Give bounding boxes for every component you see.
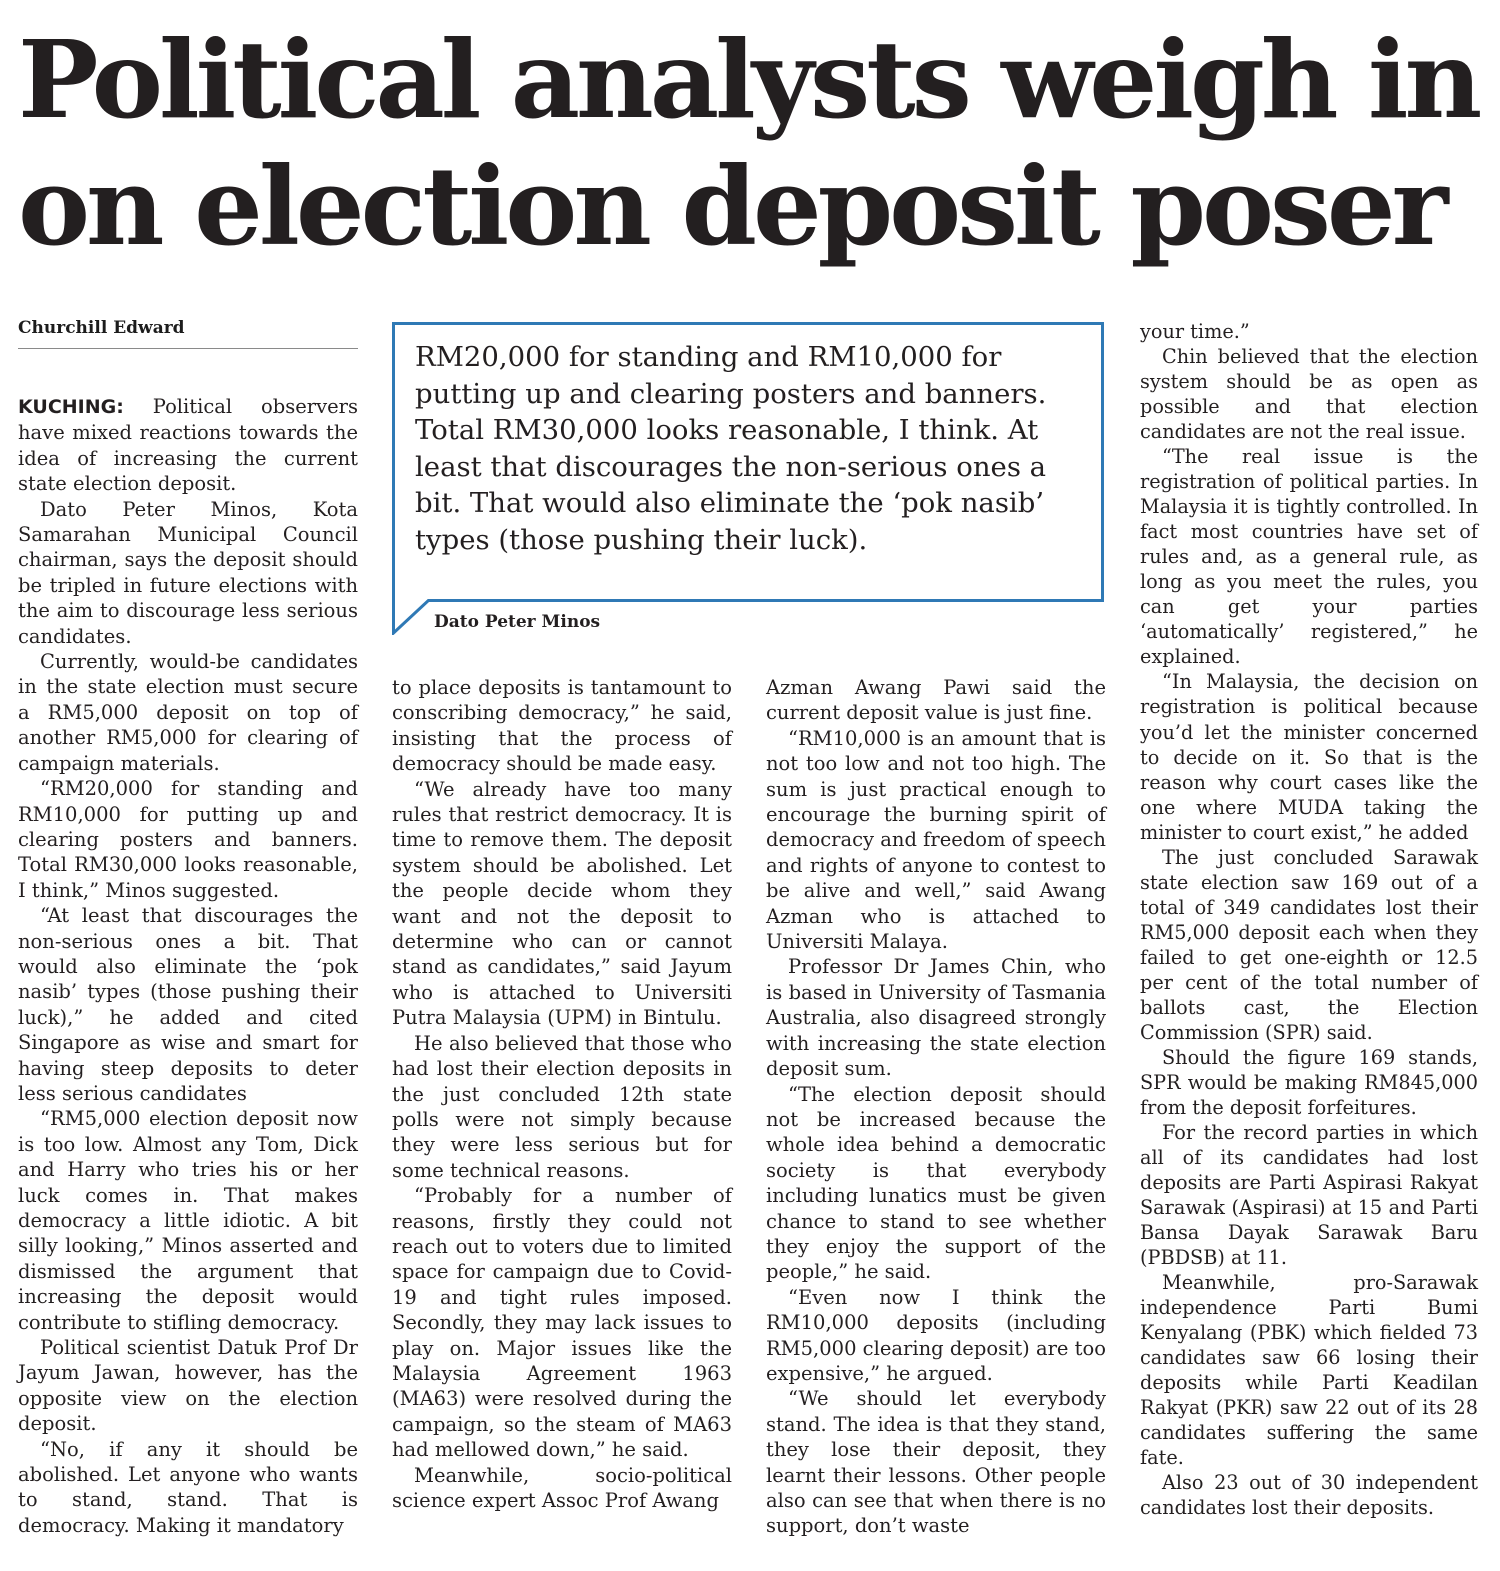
article-paragraph: “We already have too many rules that restrict democracy. It is time to remove them. The deposit system should be abolished. Let the people decide whom they want and not the deposit to determine who can or cannot stand as candidates,” said Jayum who is attached to Universiti Putra Malaysia (UPM) in Bintulu.	[392, 777, 732, 1030]
article-paragraph: Political scientist Datuk Prof Dr Jayum Jawan, however, has the opposite view on the election deposit.	[18, 1336, 358, 1436]
article-paragraph: He also believed that those who had lost their election deposits in the just concluded 12th state polls were not simply because they were less serious but for some technical reasons.	[392, 1031, 732, 1182]
article-paragraph: “No, if any it should be abolished. Let anyone who wants to stand, stand. That is democracy. Making it mandatory	[18, 1437, 358, 1537]
article-column-1	[18, 394, 358, 1538]
article-paragraph: “RM5,000 election deposit now is too low. Almost any Tom, Dick and Harry who tries his or her luck comes in. That makes democracy a little idiotic. A bit silly looking,” Minos asserted and dismissed the argument that increasing the deposit would contribute to stifling democracy.	[18, 1107, 358, 1334]
byline: Churchill Edward	[18, 318, 358, 349]
article-paragraph: Azman Awang Pawi said the current deposit value is just fine.	[766, 676, 1106, 725]
article-paragraph: “In Malaysia, the decision on registration is political because you’d let the minister concerned to decide on it. So that is the reason why court cases like the one where MUDA taking the minister to court exist,” he added	[1140, 670, 1478, 844]
article-paragraph: Dato Peter Minos, Kota Samarahan Municipal Council chairman, says the deposit should be tripled in future elections with the aim to discourage less serious candidates.	[18, 497, 358, 648]
article-paragraph: Meanwhile, pro-Sarawak independence Parti Bumi Kenyalang (PBK) which fielded 73 candidates saw 66 losing their deposits while Parti Keadilan Rakyat (PKR) saw 22 out of its 28 candidates suffering the same fate.	[1140, 1271, 1478, 1470]
article-paragraph: Meanwhile, socio-political science expert Assoc Prof Awang	[392, 1463, 732, 1512]
pull-quote-box	[392, 322, 1104, 602]
dateline: KUCHING:	[18, 396, 124, 418]
article-paragraph: For the record parties in which all of its candidates had lost deposits are Parti Aspirasi Rakyat Sarawak (Aspirasi) at 15 and Parti Bansa Dayak Sarawak Baru (PBDSB) at 11.	[1140, 1121, 1478, 1270]
article-column-2	[392, 675, 732, 1513]
article-paragraph: “The election deposit should not be increased because the whole idea behind a democratic society is that everybody including lunatics must be given chance to stand to see whether they enjoy the support of the people,” he said.	[766, 1082, 1106, 1284]
article-paragraph: “RM10,000 is an amount that is not too low and not too high. The sum is just practical enough to encourage the burning spirit of democracy and freedom of speech and rights of anyone to contest to be alive and well,” said Awang Azman who is attached to Universiti Malaya.	[766, 726, 1106, 954]
article-column-4	[1140, 319, 1478, 1521]
article-paragraph: Should the figure 169 stands, SPR would be making RM845,000 from the deposit forfeitures.	[1140, 1045, 1478, 1119]
article-paragraph: “Probably for a number of reasons, firstly they could not reach out to voters due to limited space for campaign due to Covid-19 and tight rules imposed. Secondly, they may lack issues to play on. Major issues like the Malaysia Agreement 1963 (MA63) were resolved during the campaign, so the steam of MA63 had mellowed down,” he said.	[392, 1184, 732, 1462]
headline-line-2: on election deposit poser	[18, 144, 1445, 270]
article-paragraph: to place deposits is tantamount to conscribing democracy,” he said, insisting that the process of democracy should be made easy.	[392, 676, 732, 776]
article-paragraph: “We should let everybody stand. The idea is that they stand, they lose their deposit, they learnt their lessons. Other people also can see that when there is no support, don’t waste	[766, 1387, 1106, 1538]
pull-quote-attribution: Dato Peter Minos	[434, 612, 601, 632]
article-paragraph: Professor Dr James Chin, who is based in University of Tasmania Australia, also disagreed strongly with increasing the state election deposit sum.	[766, 955, 1106, 1081]
article-paragraph: KUCHING: Political observers have mixed reactions towards the idea of increasing the current state election deposit.	[18, 395, 359, 496]
article-paragraph: “The real issue is the registration of political parties. In Malaysia it is tightly controlled. In fact most countries have set of rules and, as a general rule, as long as you meet the rules, you can get your parties ‘automatically’ registered,” he explained.	[1140, 445, 1478, 669]
article-paragraph: Chin believed that the election system should be as open as possible and that election candidates are not the real issue.	[1140, 345, 1478, 444]
article-column-3	[766, 675, 1106, 1539]
article-paragraph: “Even now I think the RM10,000 deposits (including RM5,000 clearing deposit) are too expensive,” he argued.	[766, 1285, 1106, 1385]
article-paragraph: “RM20,000 for standing and RM10,000 for putting up and clearing posters and banners. Total RM30,000 looks reasonable, I think,” Minos suggested.	[18, 777, 358, 902]
headline-line-1: Political analysts weigh in	[18, 18, 1479, 143]
article-paragraph: “At least that discourages the non-serious ones a bit. That would also eliminate the ‘pok nasib’ types (those pushing their luck),” he added and cited Singapore as wise and smart for having steep deposits to deter less serious candidates	[18, 904, 358, 1105]
article-paragraph: Also 23 out of 30 independent candidates lost their deposits.	[1140, 1471, 1478, 1520]
article-paragraph: Currently, would-be candidates in the state election must secure a RM5,000 deposit on top of another RM5,000 for clearing of campaign materials.	[18, 650, 358, 775]
pull-quote-text: RM20,000 for standing and RM10,000 for putting up and clearing posters and banners. Total RM30,000 looks reasonable, I think. At least that discourages the non-serious ones a bit. That would also eliminate the ‘pok nasib’ types (those pushing their luck).	[415, 341, 1047, 556]
article-paragraph: The just concluded Sarawak state election saw 169 out of a total of 349 candidates lost their RM5,000 deposit each when they failed to get one-eighth or 12.5 per cent of the total number of ballots cast, the Election Commission (SPR) said.	[1140, 845, 1478, 1044]
pull-quote-tail-icon	[392, 599, 432, 635]
headline	[18, 18, 1488, 270]
article-paragraph: your time.”	[1140, 320, 1250, 343]
